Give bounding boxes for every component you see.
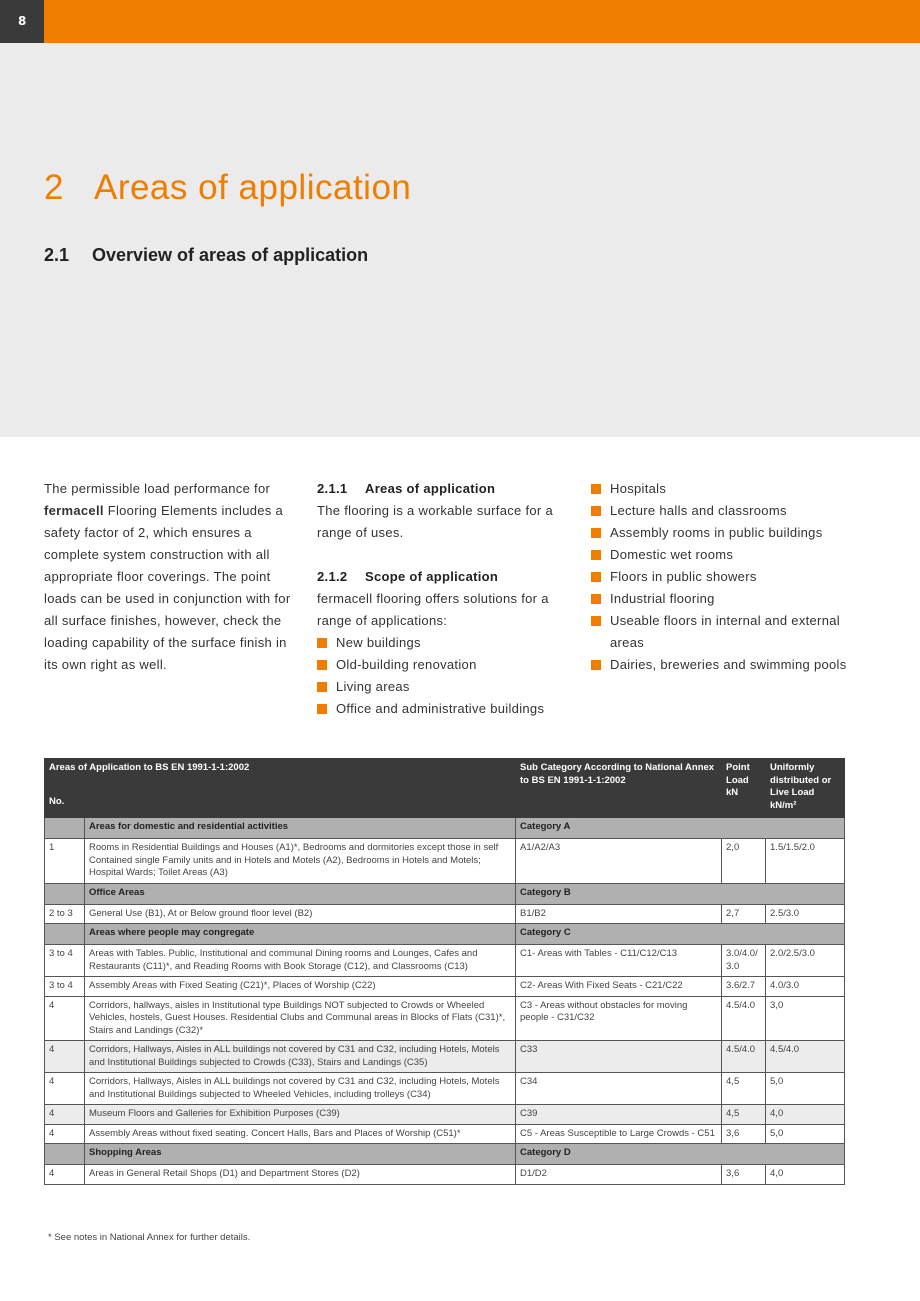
hero-panel	[0, 43, 920, 437]
cell-area: Assembly Areas with Fixed Seating (C21)*, Places of Worship (C22)	[85, 977, 516, 997]
cell-sub-category: C2- Areas With Fixed Seats - C21/C22	[516, 977, 722, 997]
section-2-1-2-text: fermacell flooring offers solutions for a range of applications:	[317, 591, 549, 628]
section-2-1-2-heading	[317, 566, 567, 588]
cell-sub-category: C34	[516, 1073, 722, 1105]
table-row	[45, 839, 845, 884]
section-title-text: Overview of areas of application	[92, 245, 369, 265]
cell-no: 4	[45, 1073, 85, 1105]
category-no-cell	[45, 883, 85, 904]
list-item: Industrial flooring	[591, 588, 851, 610]
list-item: Dairies, breweries and swimming pools	[591, 654, 851, 676]
header-areas	[45, 759, 516, 818]
cell-area: General Use (B1), At or Below ground floor level (B2)	[85, 904, 516, 924]
table-row	[45, 1073, 845, 1105]
applications-list	[317, 632, 567, 720]
table-row	[45, 1165, 845, 1185]
cell-udl: 1.5/1.5/2.0	[766, 839, 845, 884]
category-row	[45, 1144, 845, 1165]
category-no-cell	[45, 818, 85, 839]
cell-udl: 4.0/3.0	[766, 977, 845, 997]
cell-no: 4	[45, 1041, 85, 1073]
cell-sub-category: C39	[516, 1105, 722, 1125]
applications-column	[591, 478, 851, 676]
cell-point-load: 3.6/2.7	[722, 977, 766, 997]
section-title	[44, 245, 368, 266]
table-row	[45, 1124, 845, 1144]
list-item: Lecture halls and classrooms	[591, 500, 851, 522]
category-no-cell	[45, 1144, 85, 1165]
heading-text: Scope of application	[365, 569, 499, 584]
category-no-cell	[45, 924, 85, 945]
cell-area: Rooms in Residential Buildings and Houses (A1)*, Bedrooms and dormitories except those in self Contained single Family units and in Hotels and Motels (A2), Bedrooms in Hotels and Motels; Hospital Wards; Toilet Areas (A3)	[85, 839, 516, 884]
cell-no: 4	[45, 1124, 85, 1144]
applications-list-2	[591, 478, 851, 676]
intro-text: Flooring Elements includes a safety factor of 2, which ensures a complete system construction with all appropriate floor coverings. The point loads can be used in conjunction with for all surface finishes, however, check the loading capability of the surface finish in its own right as well.	[44, 503, 291, 672]
cell-point-load: 3,6	[722, 1165, 766, 1185]
cell-sub-category: C5 - Areas Susceptible to Large Crowds - C51	[516, 1124, 722, 1144]
table-row	[45, 996, 845, 1041]
cell-area: Museum Floors and Galleries for Exhibition Purposes (C39)	[85, 1105, 516, 1125]
cell-area: Corridors, Hallways, Aisles in ALL buildings not covered by C31 and C32, including Hotels, Motels and Institutional Buildings subjected to Crowds (C33), Stairs and Landings (C35)	[85, 1041, 516, 1073]
section-2-1-1-heading	[317, 478, 567, 500]
section-2-1-1-text: The flooring is a workable surface for a range of uses.	[317, 503, 553, 540]
cell-sub-category: C1- Areas with Tables - C11/C12/C13	[516, 945, 722, 977]
list-item: Useable floors in internal and external areas	[591, 610, 851, 654]
sections-column	[317, 478, 567, 720]
cell-udl: 5,0	[766, 1124, 845, 1144]
list-item: Old-building renovation	[317, 654, 567, 676]
cell-udl: 4.5/4.0	[766, 1041, 845, 1073]
cell-udl: 4,0	[766, 1105, 845, 1125]
heading-text: Areas of application	[365, 481, 496, 496]
cell-no: 3 to 4	[45, 977, 85, 997]
cell-point-load: 4,5	[722, 1105, 766, 1125]
table-row	[45, 1105, 845, 1125]
footnote: * See notes in National Annex for further details.	[48, 1232, 251, 1243]
cell-sub-category: C33	[516, 1041, 722, 1073]
header-udl: Uniformly distributed or Live Load kN/m²	[766, 759, 845, 818]
category-label: Category D	[516, 1144, 845, 1165]
category-row	[45, 883, 845, 904]
list-item: New buildings	[317, 632, 567, 654]
header-no-label: No.	[49, 795, 65, 807]
brand-name: fermacell	[44, 503, 104, 518]
cell-area: Assembly Areas without fixed seating. Concert Halls, Bars and Places of Worship (C51)*	[85, 1124, 516, 1144]
cell-point-load: 4,5	[722, 1073, 766, 1105]
list-item: Assembly rooms in public buildings	[591, 522, 851, 544]
section-number: 2.1	[44, 245, 70, 265]
cell-no: 2 to 3	[45, 904, 85, 924]
intro-column	[44, 478, 299, 676]
cell-sub-category: D1/D2	[516, 1165, 722, 1185]
cell-sub-category: B1/B2	[516, 904, 722, 924]
cell-area: Areas with Tables. Public, Institutional and communal Dining rooms and Lounges, Cafes and Restaurants (C11)*, and Reading Rooms with Book Storage (C12), and Classrooms (C13)	[85, 945, 516, 977]
list-item: Domestic wet rooms	[591, 544, 851, 566]
cell-no: 1	[45, 839, 85, 884]
category-title: Shopping Areas	[85, 1144, 516, 1165]
top-accent-bar	[0, 0, 920, 43]
heading-number: 2.1.1	[317, 481, 348, 496]
cell-no: 4	[45, 996, 85, 1041]
cell-point-load: 3.0/4.0/ 3.0	[722, 945, 766, 977]
list-item: Hospitals	[591, 478, 851, 500]
table-row	[45, 1041, 845, 1073]
cell-area: Corridors, Hallways, Aisles in ALL buildings not covered by C31 and C32, including Hotels, Motels and Institutional Buildings subjected to Wheeled Vehicles, including trolleys (C34)	[85, 1073, 516, 1105]
cell-sub-category: A1/A2/A3	[516, 839, 722, 884]
chapter-title-text: Areas of application	[93, 168, 412, 207]
cell-udl: 2.0/2.5/3.0	[766, 945, 845, 977]
header-point-load: Point Load kN	[722, 759, 766, 818]
page-number: 8	[0, 0, 44, 43]
load-table	[44, 758, 845, 1185]
cell-udl: 4,0	[766, 1165, 845, 1185]
intro-text: The permissible load performance for	[44, 481, 271, 496]
heading-number: 2.1.2	[317, 569, 348, 584]
cell-no: 4	[45, 1105, 85, 1125]
cell-point-load: 2,0	[722, 839, 766, 884]
list-item: Living areas	[317, 676, 567, 698]
table-row	[45, 945, 845, 977]
category-title: Areas where people may congregate	[85, 924, 516, 945]
cell-area: Corridors, hallways, aisles in Institutional type Buildings NOT subjected to Crowds or Wheeled Vehicles, hostels, Guest Houses. Residential Clubs and Communal areas in Blocks of Flats (C31)*, Stairs and Landings (C32)*	[85, 996, 516, 1041]
cell-point-load: 4.5/4.0	[722, 996, 766, 1041]
intro-paragraph	[44, 478, 299, 676]
category-title: Areas for domestic and residential activities	[85, 818, 516, 839]
category-row	[45, 924, 845, 945]
cell-point-load: 2,7	[722, 904, 766, 924]
header-areas-label: Areas of Application to BS EN 1991-1-1:2002	[49, 762, 250, 773]
header-sub-category: Sub Category According to National Annex to BS EN 1991-1-1:2002	[516, 759, 722, 818]
list-item: Floors in public showers	[591, 566, 851, 588]
cell-point-load: 3,6	[722, 1124, 766, 1144]
category-label: Category B	[516, 883, 845, 904]
table-row	[45, 904, 845, 924]
cell-no: 4	[45, 1165, 85, 1185]
category-row	[45, 818, 845, 839]
cell-point-load: 4.5/4.0	[722, 1041, 766, 1073]
cell-udl: 3,0	[766, 996, 845, 1041]
cell-sub-category: C3 - Areas without obstacles for moving people - C31/C32	[516, 996, 722, 1041]
category-title: Office Areas	[85, 883, 516, 904]
cell-udl: 5,0	[766, 1073, 845, 1105]
category-label: Category A	[516, 818, 845, 839]
cell-udl: 2.5/3.0	[766, 904, 845, 924]
chapter-title	[44, 168, 411, 208]
list-item: Office and administrative buildings	[317, 698, 567, 720]
table-header-row	[45, 759, 845, 818]
chapter-number: 2	[44, 168, 64, 207]
table-row	[45, 977, 845, 997]
category-label: Category C	[516, 924, 845, 945]
cell-area: Areas in General Retail Shops (D1) and Department Stores (D2)	[85, 1165, 516, 1185]
cell-no: 3 to 4	[45, 945, 85, 977]
